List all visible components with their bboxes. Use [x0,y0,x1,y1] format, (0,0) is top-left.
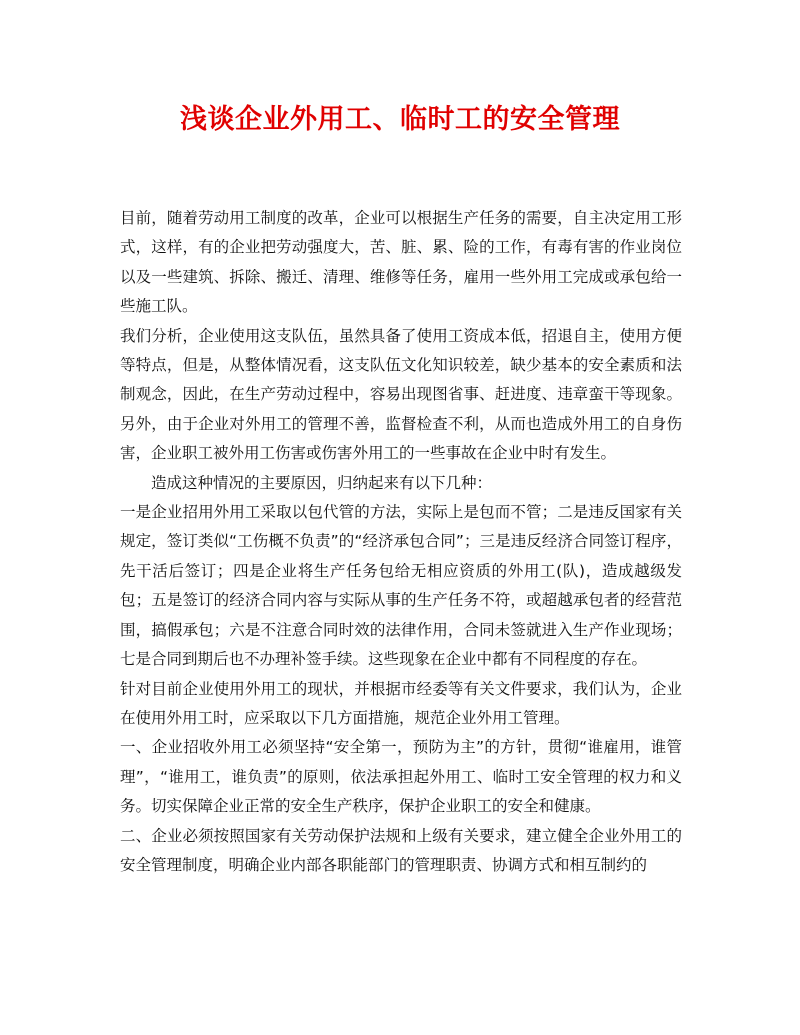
paragraph-2: 我们分析，企业使用这支队伍，虽然具备了使用工资成本低，招退自主，使用方便等特点，但是，从整体情况看，这支队伍文化知识较差，缺少基本的安全素质和法制观念，因此，在生产劳动过程中，容易出现图省事、赶进度、违章蛮干等现象。另外，由于企业对外用工的管理不善，监督检查不利，从而也造成外用工的自身伤害，企业职工被外用工伤害或伤害外用工的一些事故在企业中时有发生。 [120,326,682,463]
paragraph-1: 目前，随着劳动用工制度的改革，企业可以根据生产任务的需要，自主决定用工形式，这样，有的企业把劳动强度大，苦、脏、累、险的工作，有毒有害的作业岗位以及一些建筑、拆除、搬迁、清理、维修等任务，雇用一些外用工完成或承包给一些施工队。 [120,209,682,316]
document-title: 浅谈企业外用工、临时工的安全管理 [180,104,620,135]
paragraph-5: 针对目前企业使用外用工的现状，并根据市经委等有关文件要求，我们认为，企业在使用外用工时，应采取以下几方面措施，规范企业外用工管理。 [120,679,682,727]
paragraph-6: 一、企业招收外用工必须坚持“安全第一，预防为主”的方针，贯彻“谁雇用，谁管理”，“谁用工，谁负责”的原则，依法承担起外用工、临时工安全管理的权力和义务。切实保障企业正常的安全生产秩序，保护企业职工的安全和健康。 [120,738,682,816]
paragraph-3: 造成这种情况的主要原因，归纳起来有以下几种： [120,473,493,492]
paragraph-4: 一是企业招用外用工采取以包代管的方法，实际上是包而不管；二是违反国家有关规定，签订类似“工伤概不负责”的“经济承包合同”；三是违反经济合同签订程序，先干活后签订；四是企业将生产任务包给无相应资质的外用工(队)，造成越级发包；五是签订的经济合同内容与实际从事的生产任务不符，或超越承包者的经营范围，搞假承包；六是不注意合同时效的法律作用，合同未签就进入生产作业现场；七是合同到期后也不办理补签手续。这些现象在企业中都有不同程度的存在。 [120,503,682,669]
document-body [120,204,682,880]
paragraph-7: 二、企业必须按照国家有关劳动保护法规和上级有关要求，建立健全企业外用工的安全管理制度，明确企业内部各职能部门的管理职责、协调方式和相互制约的 [120,826,682,874]
